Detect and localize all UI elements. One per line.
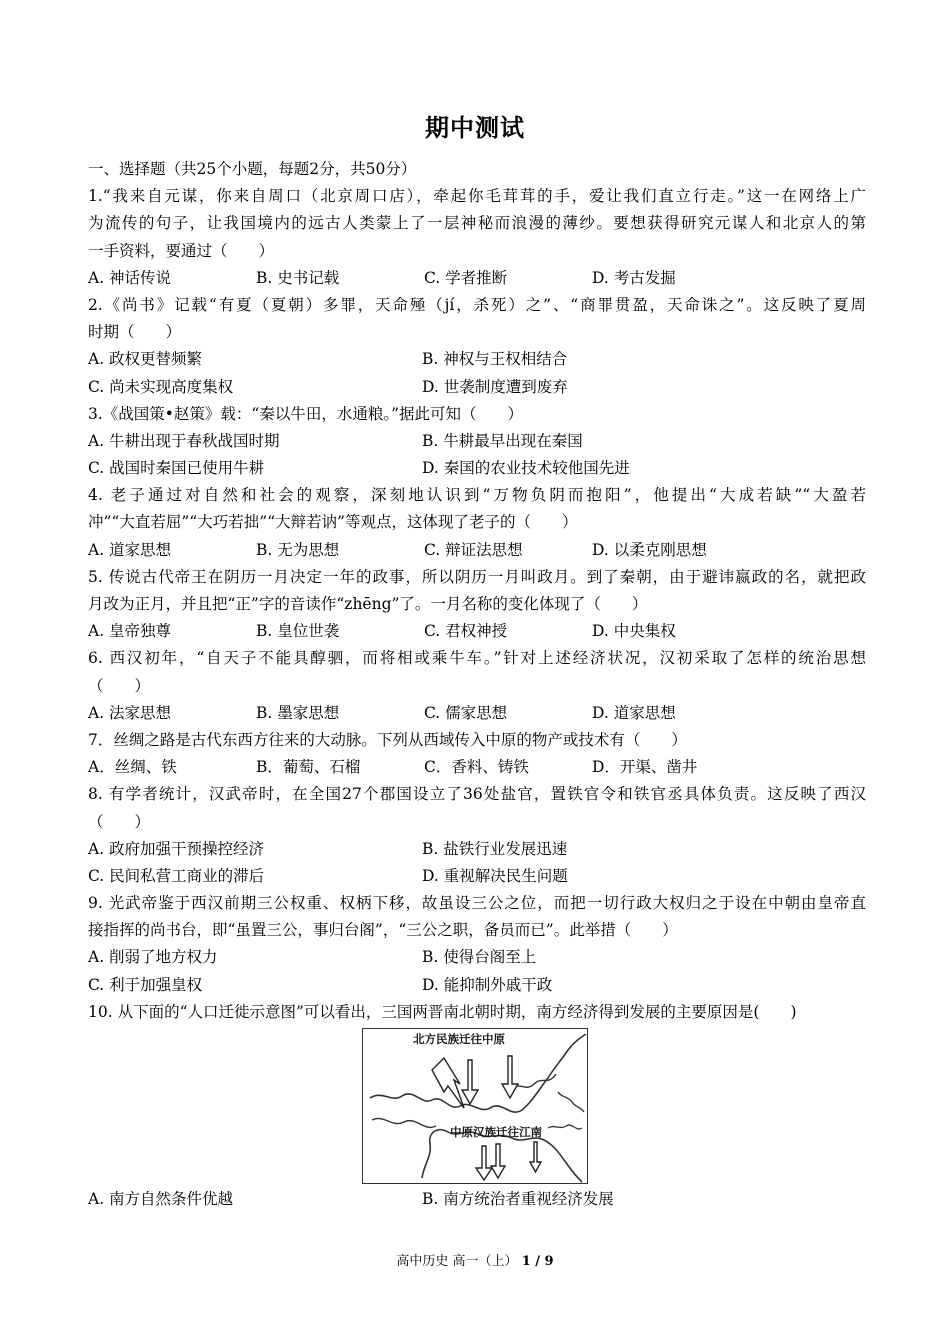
question-list [88,156,866,1213]
option-b: B. 牛耕最早出现在秦国 [422,431,583,450]
map-label-south: 中原汉族迁往江南 [450,1125,542,1139]
question-5 [88,564,866,646]
question-text-line: 5. 传说古代帝王在阴历一月决定一年的政事，所以阴历一月叫政月。到了秦朝，由于避讳嬴政的名，就把政 [88,567,866,586]
option-d: D. 道家思想 [592,703,676,722]
options-row [88,944,866,971]
footer-page-number: 1 / 9 [521,1254,554,1269]
option-b: B. 墨家思想 [256,703,340,722]
question-text-line: 3.《战国策•赵策》载：“秦以牛田，水通粮。”据此可知（ ） [88,404,524,423]
question-text-line: （ ） [88,676,151,695]
option-c: C. 辩证法思想 [424,540,523,559]
migration-map-figure [88,1026,866,1186]
question-text-line: 时期（ ） [88,323,182,342]
option-b: B. 使得台阁至上 [422,948,537,967]
question-text-line: 9. 光武帝鉴于西汉前期三公权重、权柄下移，故虽设三公之位，而把一切行政大权归之于设在中朝由皇帝直 [88,894,866,913]
question-text-line: 一手资料，要通过（ ） [88,241,275,260]
question-3 [88,401,866,483]
option-d: D. 以柔克刚思想 [592,540,707,559]
question-text-line: （ ） [88,812,151,831]
option-c: C. 尚未实现高度集权 [88,377,234,396]
options-row [88,836,866,863]
option-a: A. 道家思想 [88,540,172,559]
map-label-north: 北方民族迁往中原 [413,1032,505,1046]
options-row [88,700,866,727]
option-c: C. 利于加强皇权 [88,975,203,994]
option-d: D. 中央集权 [592,622,676,641]
option-a: A. 法家思想 [88,703,172,722]
option-c: C. 学者推断 [424,268,508,287]
option-d: D. 能抑制外戚干政 [422,975,553,994]
question-2 [88,292,866,401]
option-d: D. 世袭制度遭到废弃 [422,377,568,396]
options-row [88,346,866,373]
option-d: D. 重视解决民生问题 [422,866,568,885]
options-row [88,265,866,292]
question-text-line: 8. 有学者统计，汉武帝时，在全国27个郡国设立了36处盐官，置铁官令和铁官丞具体负责。这反映了西汉 [88,785,866,804]
page-title: 期中测试 [425,113,525,142]
options-row [88,972,866,999]
option-a: A. 削弱了地方权力 [88,948,218,967]
options-row [88,618,866,645]
option-c: C．香料、铸铁 [424,758,529,777]
option-a: A. 政权更替频繁 [88,350,203,369]
option-a: A. 神话传说 [88,268,172,287]
option-a: A. 皇帝独尊 [88,622,172,641]
option-b: B. 无为思想 [256,540,340,559]
option-a: A. 南方自然条件优越 [88,1190,234,1208]
option-b: B．葡萄、石榴 [256,758,361,777]
option-b: B. 神权与王权相结合 [422,350,568,369]
option-d: D. 秦国的农业技术较他国先进 [422,459,630,478]
question-text-line: 接指挥的尚书台，即“虽置三公，事归台阁”，“三公之职，备员而已”。此举措（ ） [88,921,678,940]
option-c: C. 民间私营工商业的滞后 [88,866,265,885]
option-b: B. 盐铁行业发展迅速 [422,839,568,858]
migration-map [362,1028,588,1184]
question-6 [88,645,866,727]
question-7 [88,727,866,781]
question-text-line: 冲”“大直若屈”“大巧若拙”“大辩若讷”等观点，这体现了老子的（ ） [88,513,578,532]
question-1 [88,183,866,292]
option-a: A．丝绸、铁 [88,758,177,777]
option-b: B. 皇位世袭 [256,622,340,641]
question-text-line: 月改为正月，并且把“正”字的音读作“zhēng”了。一月名称的变化体现了（ ） [88,595,648,613]
section-heading: 一、选择题（共25个小题，每题2分，共50分） [88,160,417,178]
options-row [88,374,866,401]
options-row [88,863,866,890]
options-row [88,754,866,781]
options-row [88,455,866,482]
option-d: D. 考古发掘 [592,268,676,287]
options-row [88,537,866,564]
page-footer [0,1250,950,1269]
options-row [88,428,866,455]
option-b: B. 史书记载 [256,268,340,287]
footer-subject: 高中历史 高一（上） [396,1254,518,1269]
option-c: C. 战国时秦国已使用牛耕 [88,459,265,478]
option-c: C. 儒家思想 [424,703,508,722]
option-a: A. 牛耕出现于春秋战国时期 [88,431,280,450]
question-text-line: 2.《尚书》记载“有夏（夏朝）多罪，天命殛（jí，杀死）之”、“商罪贯盈，天命诛之”。这反映了夏周 [88,295,866,314]
option-d: D．开渠、凿井 [592,758,698,777]
option-b: B. 南方统治者重视经济发展 [422,1190,614,1208]
question-8 [88,781,866,890]
question-text-line: 为流传的句子，让我国境内的远古人类蒙上了一层神秘而浪漫的薄纱。要想获得研究元谋人和北京人的第 [88,214,866,233]
question-10 [88,999,866,1213]
option-a: A. 政府加强干预操控经济 [88,839,265,858]
question-text-line: 10. 从下面的“人口迁徙示意图”可以看出，三国两晋南北朝时期，南方经济得到发展的主要原因是( ) [88,1002,797,1021]
question-text-line: 7．丝绸之路是古代东西方往来的大动脉。下列从西域传入中原的物产或技术有（ ） [88,730,687,749]
options-row [88,1186,866,1213]
question-text-line: 6. 西汉初年，“自天子不能具醇驷，而将相或乘牛车。”针对上述经济状况，汉初采取了怎样的统治思想 [88,649,866,668]
question-9 [88,890,866,999]
option-c: C. 君权神授 [424,622,508,641]
question-text-line: 1.“我来自元谋，你来自周口（北京周口店），牵起你毛茸茸的手，爱让我们直立行走。”这一在网络上广 [88,187,866,206]
question-4 [88,482,866,564]
question-text-line: 4. 老子通过对自然和社会的观察，深刻地认识到“万物负阴而抱阳”，他提出“大成若缺”“大盈若 [88,486,866,505]
